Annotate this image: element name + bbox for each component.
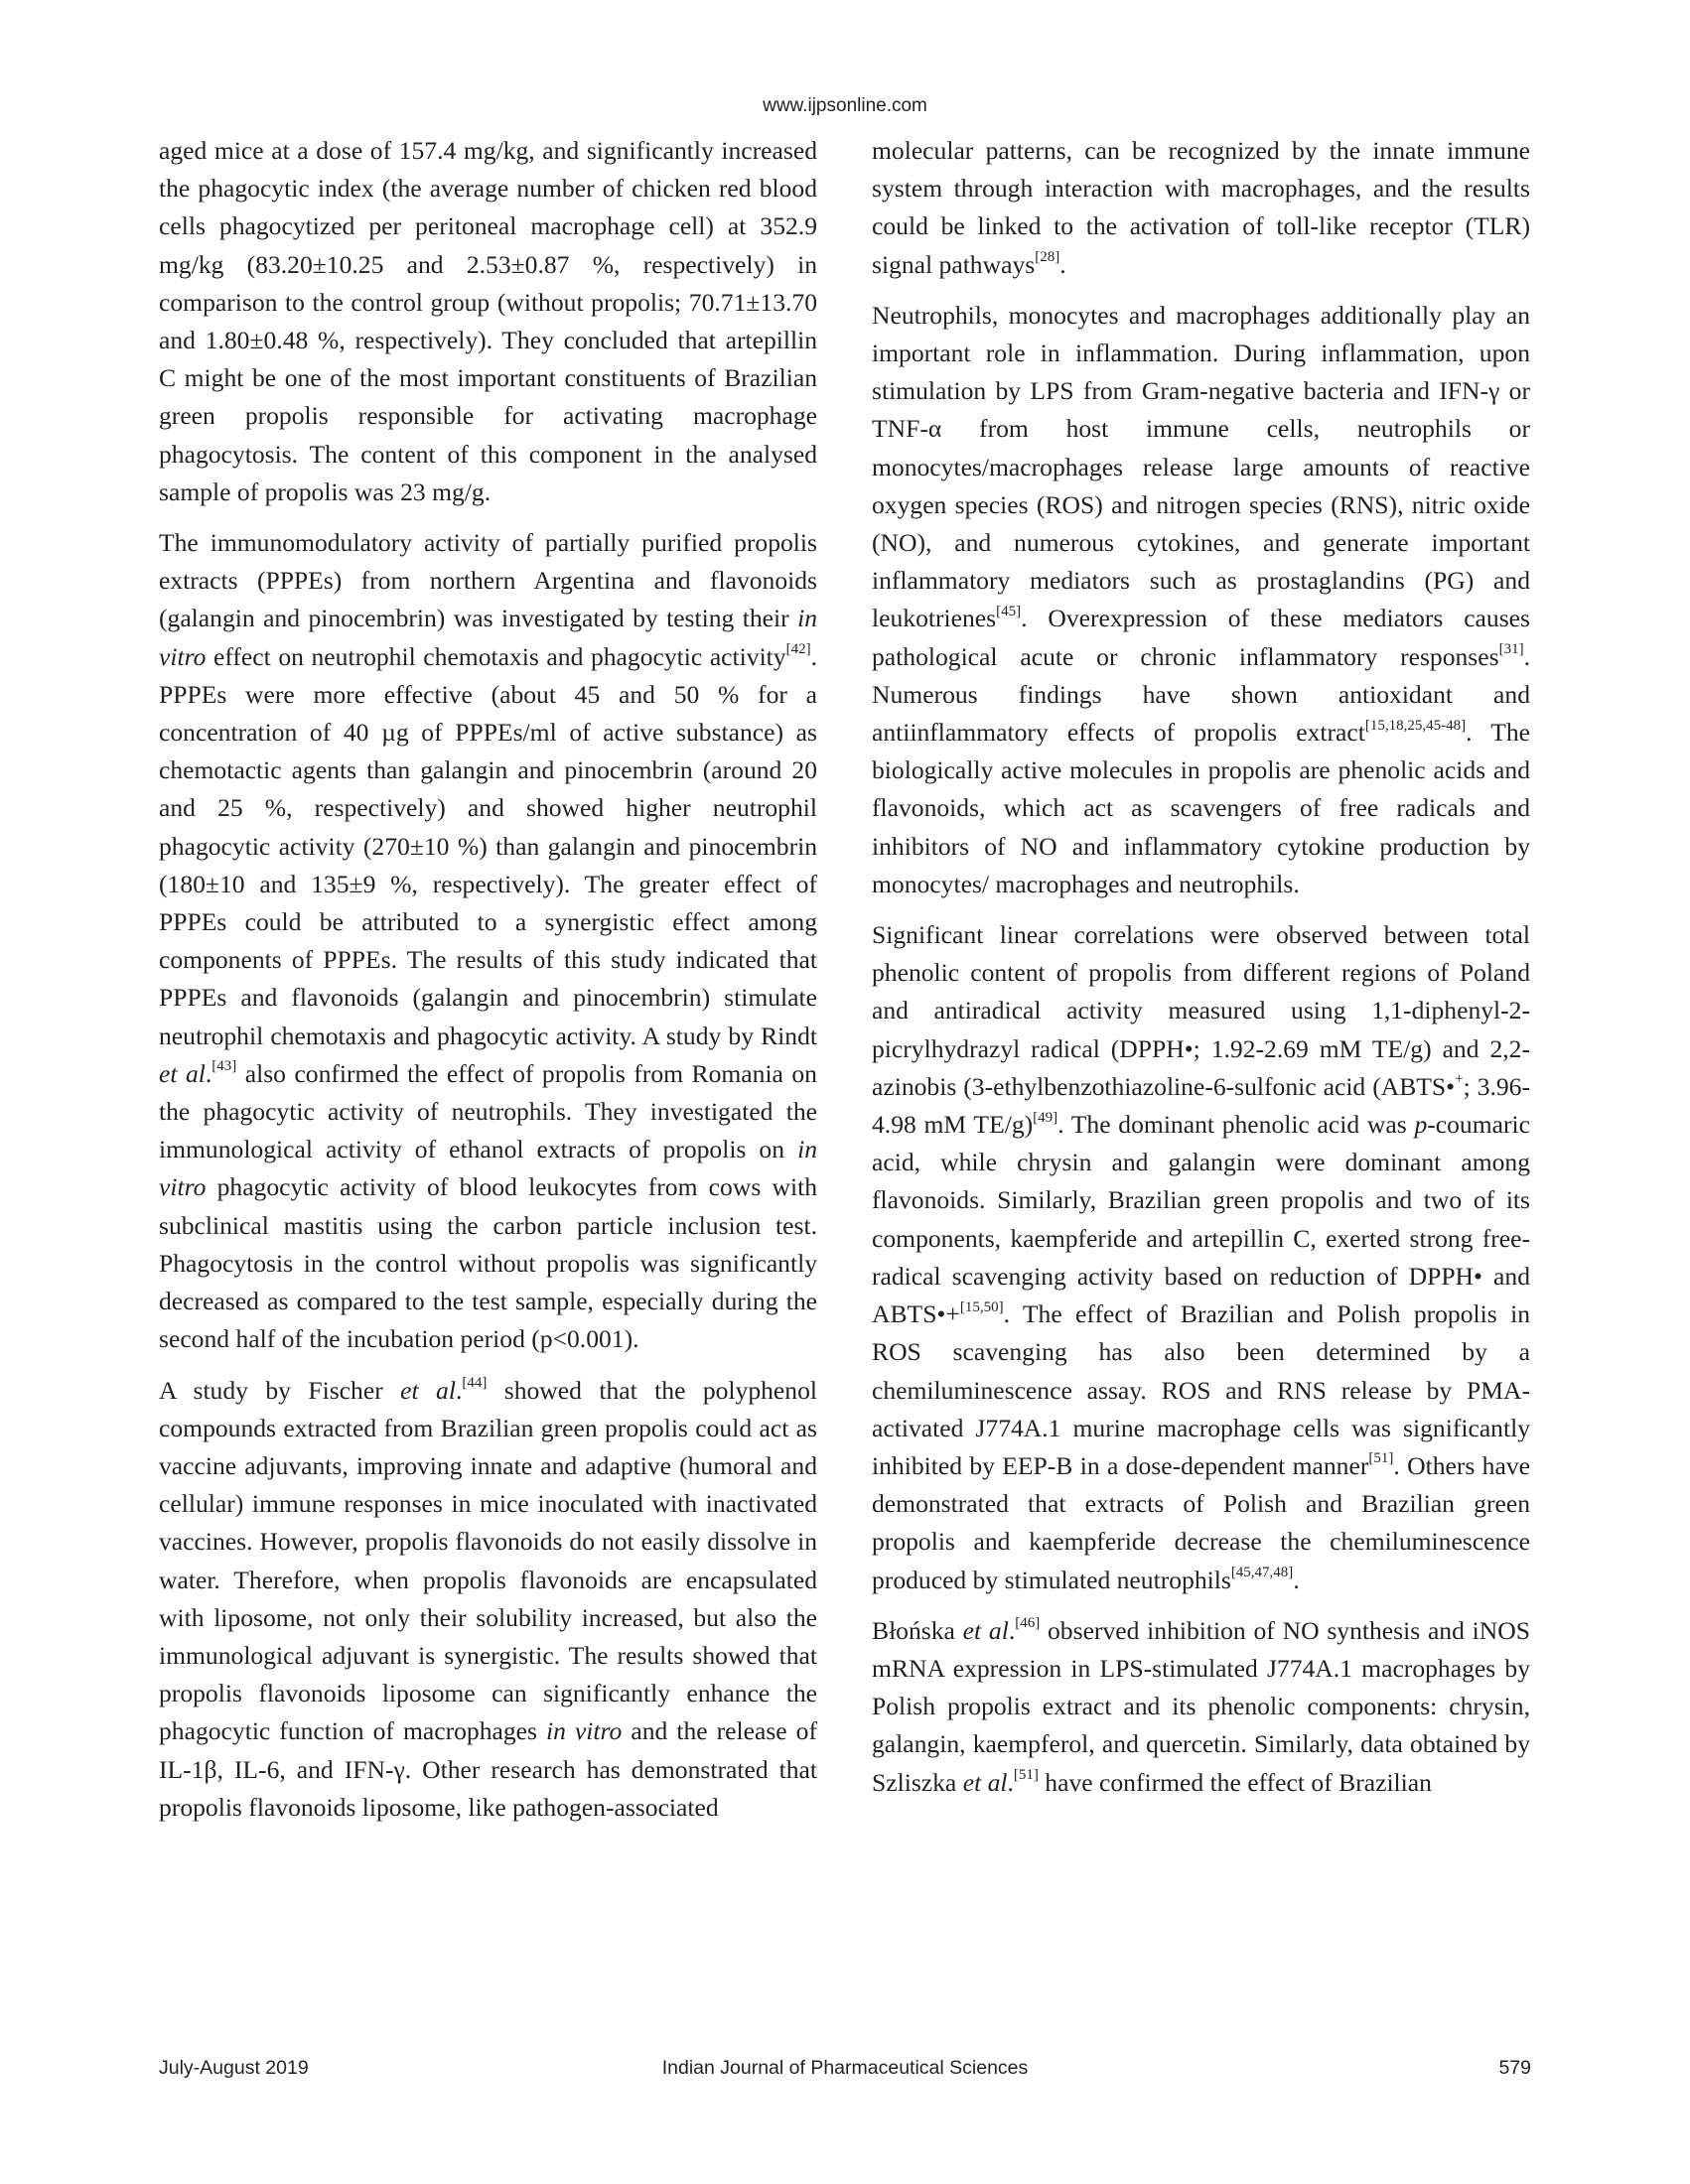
- citation: [49]: [1033, 1109, 1058, 1126]
- citation: [31]: [1498, 641, 1524, 658]
- citation: [51]: [1013, 1767, 1039, 1783]
- paragraph: Neutrophils, monocytes and macrophages additionally play an important role in inflammation. During inflammation, upon stimulation by LPS from Gram-negative bacteria and IFN-γ or TNF-α from host immune cells, neutrophils or monocytes/macrophages release large amounts of reactive oxygen species (ROS) and nitrogen species (RNS), nitric oxide (NO), and numerous cytokines, and generate important inflammatory mediators such as prostaglandins (PG) and leukotrienes[45]. Overexpression of these mediators causes pathological acute or chronic inflammatory responses[31]. Numerous findings have shown antioxidant and antiinflammatory effects of propolis extract[15,18,25,45-48]. The biologically active molecules in propolis are phenolic acids and flavonoids, which act as scavengers of free radicals and inhibitors of NO and inflammatory cytokine production by monocytes/ macrophages and neutrophils.: [872, 300, 1531, 898]
- citation: [45,47,48]: [1230, 1564, 1294, 1580]
- footer-journal: Indian Journal of Pharmaceutical Sciences: [661, 2057, 1029, 2079]
- citation: [15,50]: [959, 1298, 1004, 1315]
- paragraph: Significant linear correlations were observed between total phenolic content of propolis from different regions of Poland and antiradical activity measured using 1,1-diphenyl-2-picrylhydrazyl radical (DPPH•; 1.92-2.69 mM TE/g) and 2,2-azinobis (3-ethylbenzothiazoline-6-sulfonic acid (ABTS•+; 3.96-4.98 mM TE/g)[49]. The dominant phenolic acid was p-coumaric acid, while chrysin and galangin were dominant among flavonoids. Similarly, Brazilian green propolis and two of its components, kaempferide and artepillin C, exerted strong free-radical scavenging activity based on reduction of DPPH• and ABTS•+[15,50]. The effect of Brazilian and Polish propolis in ROS scavenging has also been determined by a chemiluminescence assay. ROS and RNS release by PMA-activated J774A.1 murine macrophage cells was significantly inhibited by EEP-B in a dose-dependent manner[51]. Others have demonstrated that extracts of Polish and Brazilian green propolis and kaempferide decrease the chemiluminescence produced by stimulated neutrophils[45,47,48].: [872, 920, 1531, 1594]
- citation: [15,18,25,45-48]: [1364, 717, 1467, 734]
- citation: [51]: [1368, 1450, 1394, 1467]
- right-column: [872, 132, 1530, 1815]
- citation: [42]: [785, 641, 811, 658]
- paragraph: molecular patterns, can be recognized by the innate immune system through interaction with macrophages, and the results could be linked to the activation of toll-like receptor (TLR) signal pathways[28].: [872, 136, 1530, 279]
- superscript-charge: +: [1455, 1071, 1464, 1088]
- page-number: 579: [1498, 2057, 1531, 2079]
- left-column: [159, 132, 817, 1840]
- citation: [45]: [996, 603, 1022, 619]
- paragraph: aged mice at a dose of 157.4 mg/kg, and significantly increased the phagocytic index (the average number of chicken red blood cells phagocytized per peritoneal macrophage cell) at 352.9 mg/kg (83.20±10.25 and 2.53±0.87 %, respectively) in comparison to the control group (without propolis; 70.71±13.70 and 1.80±0.48 %, respectively). They concluded that artepillin C might be one of the most important constituents of Brazilian green propolis responsible for activating macrophage phagocytosis. The content of this component in the analysed sample of propolis was 23 mg/g.: [159, 136, 817, 506]
- paragraph: Błońska et al.[46] observed inhibition of NO synthesis and iNOS mRNA expression in LPS-stimulated J774A.1 macrophages by Polish propolis extract and its phenolic components: chrysin, galangin, kaempferol, and quercetin. Similarly, data obtained by Szliszka et al.[51] have confirmed the effect of Brazilian: [872, 1615, 1530, 1797]
- citation: [44]: [462, 1374, 488, 1391]
- paragraph: A study by Fischer et al.[44] showed that the polyphenol compounds extracted from Brazilian green propolis could act as vaccine adjuvants, improving innate and adaptive (humoral and cellular) immune responses in mice inoculated with inactivated vaccines. However, propolis flavonoids do not easily dissolve in water. Therefore, when propolis flavonoids are encapsulated with liposome, not only their solubility increased, but also the immunological adjuvant is synergistic. The results showed that propolis flavonoids liposome can significantly enhance the phagocytic function of macrophages in vitro and the release of IL-1β, IL-6, and IFN-γ. Other research has demonstrated that propolis flavonoids liposome, like pathogen-associated: [159, 1374, 818, 1822]
- journal-url: www.ijpsonline.com: [763, 95, 927, 116]
- footer-date: July-August 2019: [159, 2057, 309, 2079]
- citation: [46]: [1015, 1615, 1041, 1632]
- paragraph: The immunomodulatory activity of partially purified propolis extracts (PPPEs) from northern Argentina and flavonoids (galangin and pinocembrin) was investigated by testing their in vitro effect on neutrophil chemotaxis and phagocytic activity[42]. PPPEs were more effective (about 45 and 50 % for a concentration of 40 µg of PPPEs/ml of active substance) as chemotactic agents than galangin and pinocembrin (around 20 and 25 %, respectively) and showed higher neutrophil phagocytic activity (270±10 %) than galangin and pinocembrin (180±10 and 135±9 %, respectively). The greater effect of PPPEs could be attributed to a synergistic effect among components of PPPEs. The results of this study indicated that PPPEs and flavonoids (galangin and pinocembrin) stimulate neutrophil chemotaxis and phagocytic activity. A study by Rindt et al.[43] also confirmed the effect of propolis from Romania on the phagocytic activity of neutrophils. They investigated the immunological activity of ethanol extracts of propolis on in vitro phagocytic activity of blood leukocytes from cows with subclinical mastitis using the carbon particle inclusion test. Phagocytosis in the control without propolis was significantly decreased as compared to the test sample, especially during the second half of the incubation period (p<0.001).: [159, 528, 817, 1354]
- citation: [43]: [211, 1058, 237, 1075]
- citation: [28]: [1035, 249, 1060, 266]
